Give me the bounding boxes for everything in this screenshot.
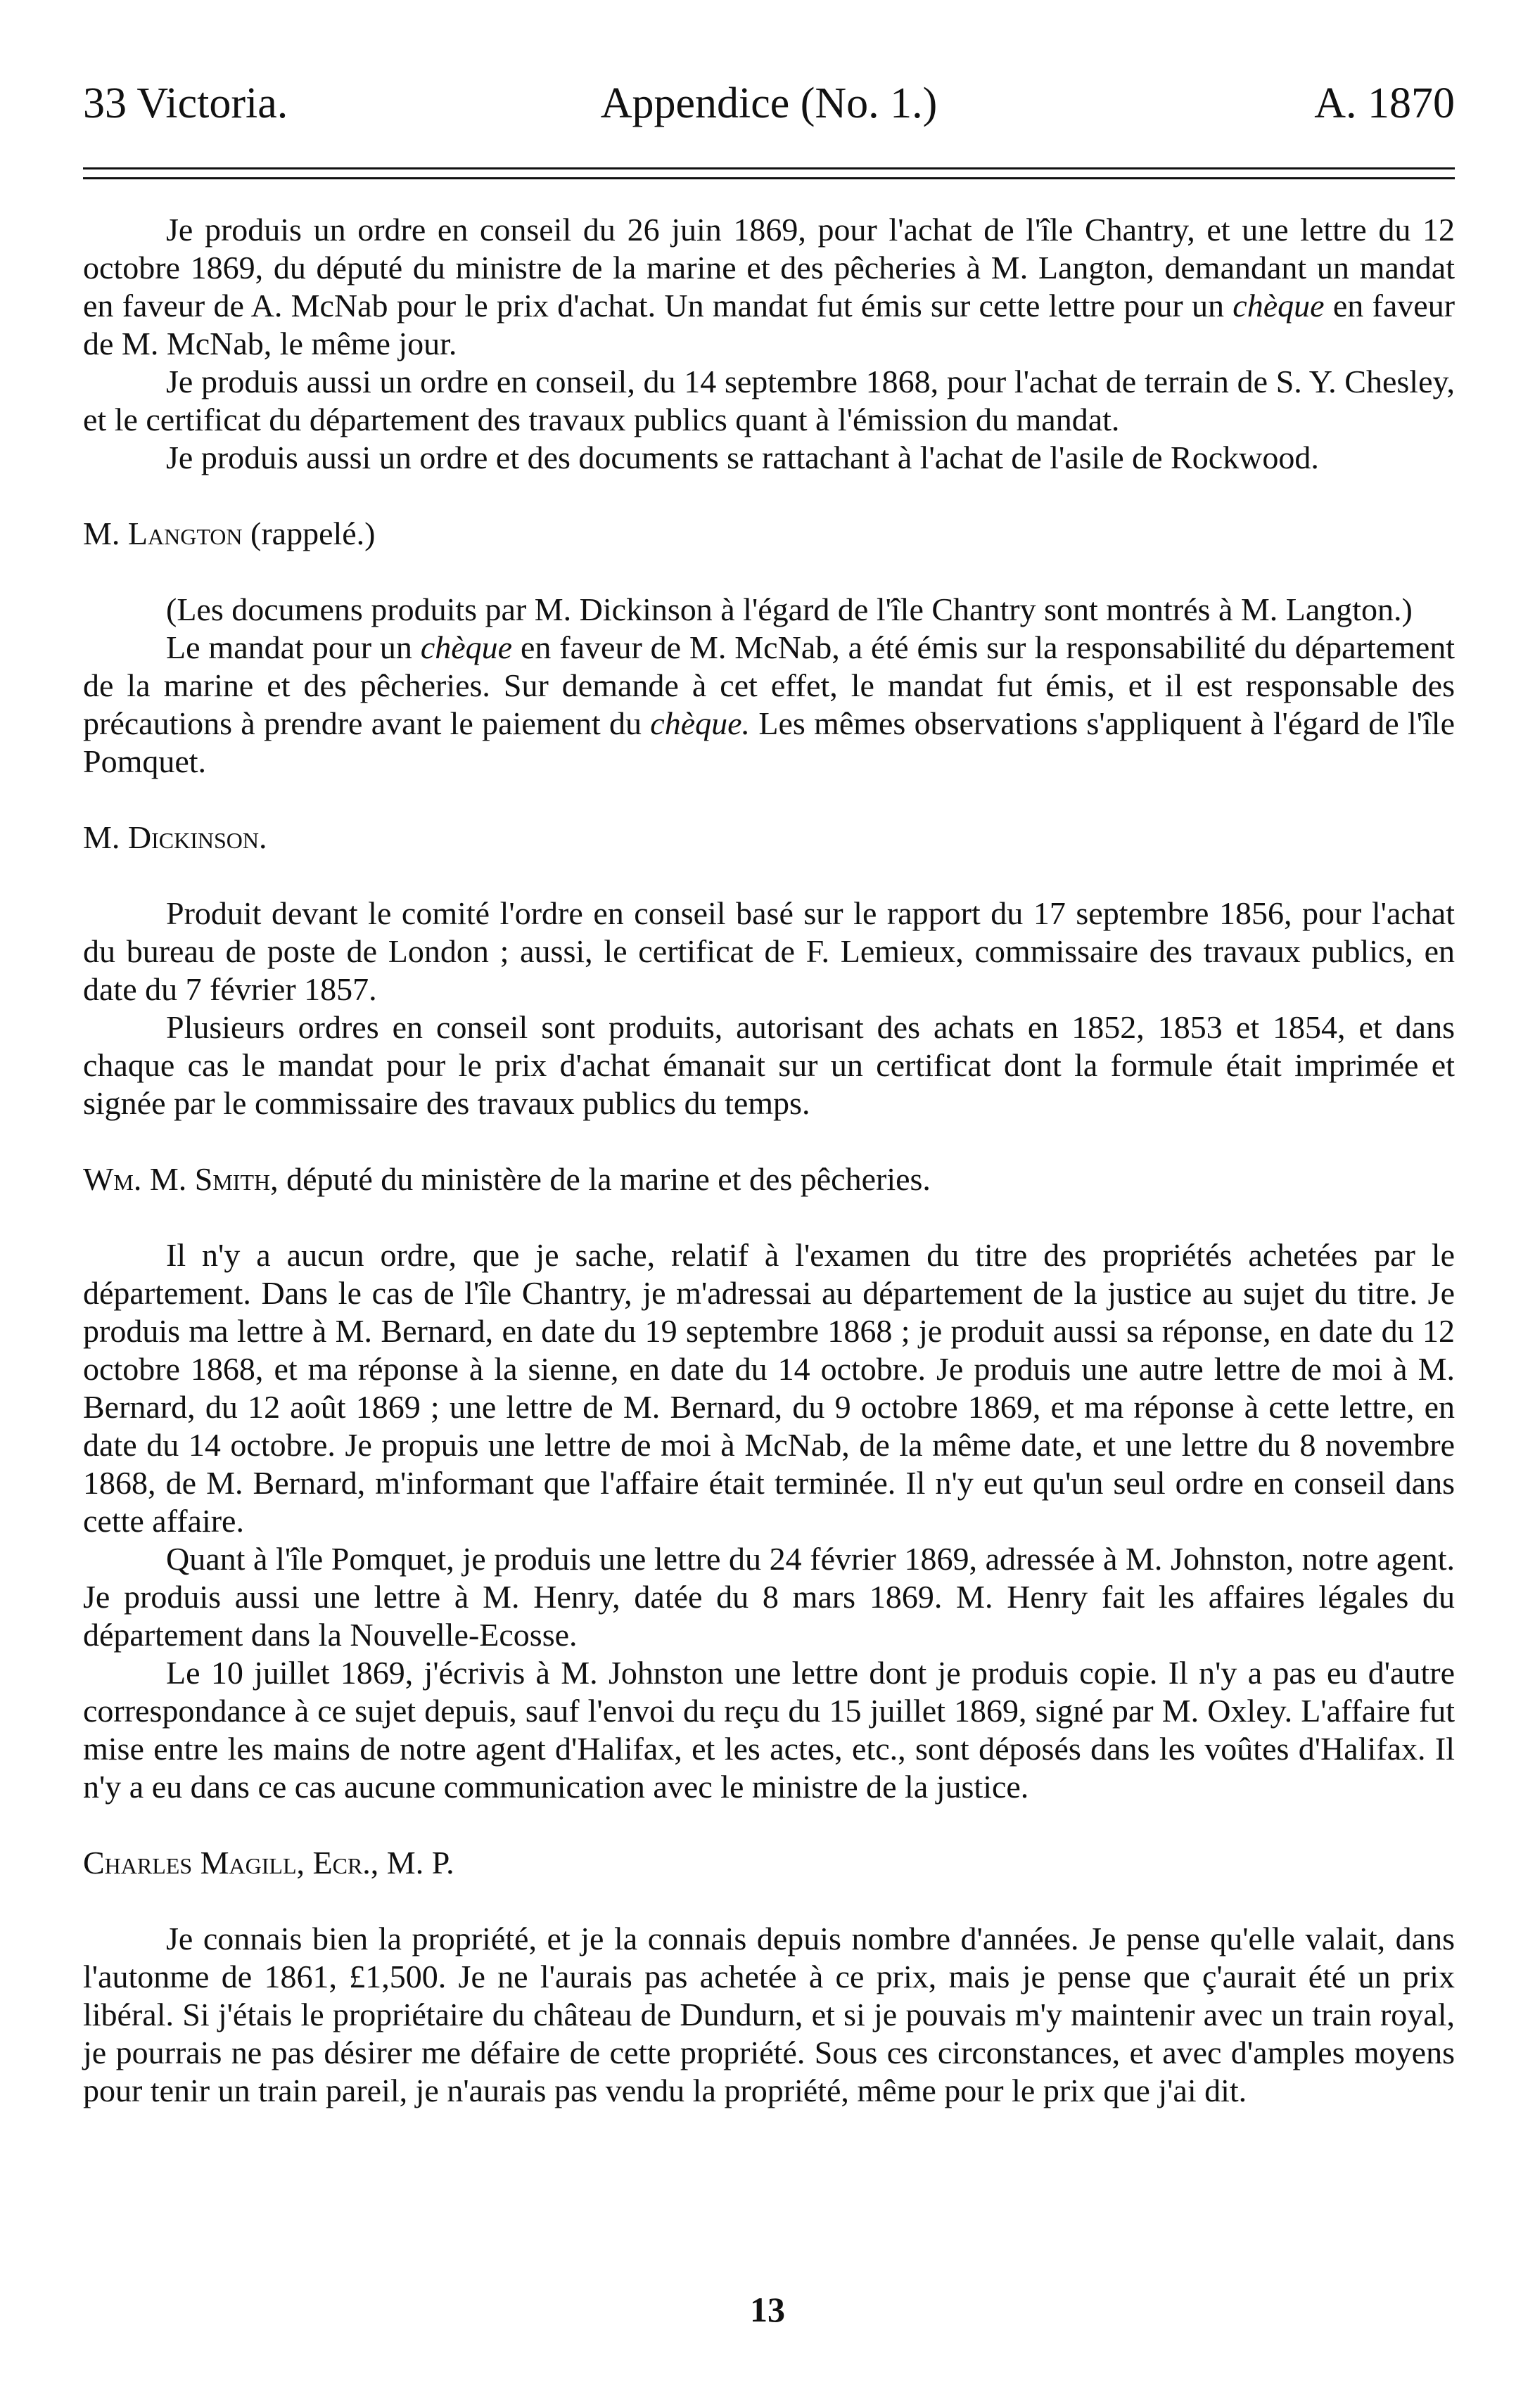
paragraph: Je connais bien la propriété, et je la connais depuis nombre d'années. Je pense qu'elle valait, dans l'autonme de 1861, £1,500. Je ne l'aurais pas achetée à ce prix, mais je pense que ç'aurait été un prix libéral. Si j'étais le propriétaire du château de Dundurn, et si je pouvais m'y maintenir avec un train royal, je pourrais ne pas désirer me défaire de cette propriété. Sous ces circonstances, et avec d'amples moyens pour tenir un train pareil, je n'aurais pas vendu la propriété, même pour le prix que j'ai dit. xyxy=(83,1921,1455,2108)
paragraph: Je produis aussi un ordre en conseil, du 14 septembre 1868, pour l'achat de terrain de S. Y. Chesley, et le certificat du département des travaux publics quant à l'émission du mandat. xyxy=(83,364,1455,437)
speaker-note: député du ministère de la marine et des pêcheries. xyxy=(286,1161,931,1197)
emphasis-text: chèque. xyxy=(650,705,751,741)
speaker-name: Charles Magill, Ecr., M. P. xyxy=(83,1845,454,1881)
paragraph xyxy=(83,629,1455,781)
speaker-heading xyxy=(83,515,1455,553)
paragraph-text: en faveur de M. McNab, le même jour. xyxy=(83,288,1456,361)
paragraph: Produit devant le comité l'ordre en conseil basé sur le rapport du 17 septembre 1856, pour l'achat du bureau de poste de London ; aussi, le certificat de F. Lemieux, commissaire des travaux publics, en date du 7 février 1857. xyxy=(83,895,1455,1007)
paragraph-text: Je produis un ordre en conseil du 26 juin 1869, pour l'achat de l'île Chantry, et une lettre du 12 octobre 1869, du député du ministre de la marine et des pêcheries à M. Langton, demandant un mandat en faveur de A. McNab pour le prix d'achat. Un mandat fut émis sur cette lettre pour un xyxy=(83,212,1455,324)
speaker-heading xyxy=(83,819,1455,857)
paragraph: Plusieurs ordres en conseil sont produits, autorisant des achats en 1852, 1853 et 1854, et dans chaque cas le mandat pour le prix d'achat émanait sur un certificat dont la formule était imprimée et signée par le commissaire des travaux publics du temps. xyxy=(83,1009,1455,1121)
emphasis-text: chèque xyxy=(1233,288,1325,324)
header-rule-top xyxy=(83,167,1455,169)
header-appendix: Appendice (No. 1.) xyxy=(600,79,938,127)
paragraph: Il n'y a aucun ordre, que je sache, relatif à l'examen du titre des propriétés achetées par le département. Dans le cas de l'île Chantry, je m'adressai au département de la justice au sujet du titre. Je produis ma lettre à M. Bernard, en date du 19 septembre 1868 ; je produit aussi sa réponse, en date du 12 octobre 1868, et ma réponse à la sienne, en date du 14 octobre. Je produis une autre lettre de moi à M. Bernard, du 12 août 1869 ; une lettre de M. Bernard, du 9 octobre 1869, et ma réponse à cette lettre, en date du 14 octobre. Je propuis une lettre de moi à McNab, de la même date, et une lettre du 8 novembre 1868, de M. Bernard, m'informant que l'affaire était terminée. Il n'y eut qu'un seul ordre en conseil dans cette affaire. xyxy=(83,1237,1455,1539)
page-number: 13 xyxy=(750,2290,785,2329)
paragraph-text: en faveur de M. McNab, a été émis sur la responsabilité du département de la marine et des pêcheries. Sur demande à cet effet, le mandat fut émis, et il est responsable des précautions à prendre avant le paiement du xyxy=(83,629,1456,741)
running-header xyxy=(83,79,1455,135)
document-body xyxy=(83,211,1455,2110)
speaker-name: M. Dickinson. xyxy=(83,819,267,855)
paragraph: (Les documens produits par M. Dickinson à l'égard de l'île Chantry sont montrés à M. Langton.) xyxy=(166,591,1413,627)
paragraph-text: Les mêmes observations s'appliquent à l'égard de l'île Pomquet. xyxy=(83,705,1455,779)
speaker-heading xyxy=(83,1844,1455,1882)
header-year: A. 1870 xyxy=(1314,79,1455,127)
paragraph-text: Le mandat pour un xyxy=(166,629,412,665)
emphasis-text: chèque xyxy=(420,629,513,665)
header-session: 33 Victoria. xyxy=(83,79,288,127)
header-rule-bottom xyxy=(83,177,1455,179)
speaker-note: (rappelé.) xyxy=(250,515,376,551)
paragraph: Le 10 juillet 1869, j'écrivis à M. Johnston une lettre dont je produis copie. Il n'y a pas eu d'autre correspondance à ce sujet depuis, sauf l'envoi du reçu du 15 juillet 1869, signé par M. Oxley. L'affaire fut mise entre les mains de notre agent d'Halifax, et les actes, etc., sont déposés dans les voûtes d'Halifax. Il n'y a eu dans ce cas aucune communication avec le ministre de la justice. xyxy=(83,1655,1455,1805)
speaker-name: M. Langton xyxy=(83,515,243,551)
speaker-name: Wm. M. Smith, xyxy=(83,1161,279,1197)
paragraph: Quant à l'île Pomquet, je produis une lettre du 24 février 1869, adressée à M. Johnston, notre agent. Je produis aussi une lettre à M. Henry, datée du 8 mars 1869. M. Henry fait les affaires légales du département dans la Nouvelle-Ecosse. xyxy=(83,1541,1455,1653)
speaker-heading xyxy=(83,1160,1455,1198)
paragraph xyxy=(83,211,1455,363)
paragraph: Je produis aussi un ordre et des documents se rattachant à l'achat de l'asile de Rockwood. xyxy=(166,440,1319,475)
